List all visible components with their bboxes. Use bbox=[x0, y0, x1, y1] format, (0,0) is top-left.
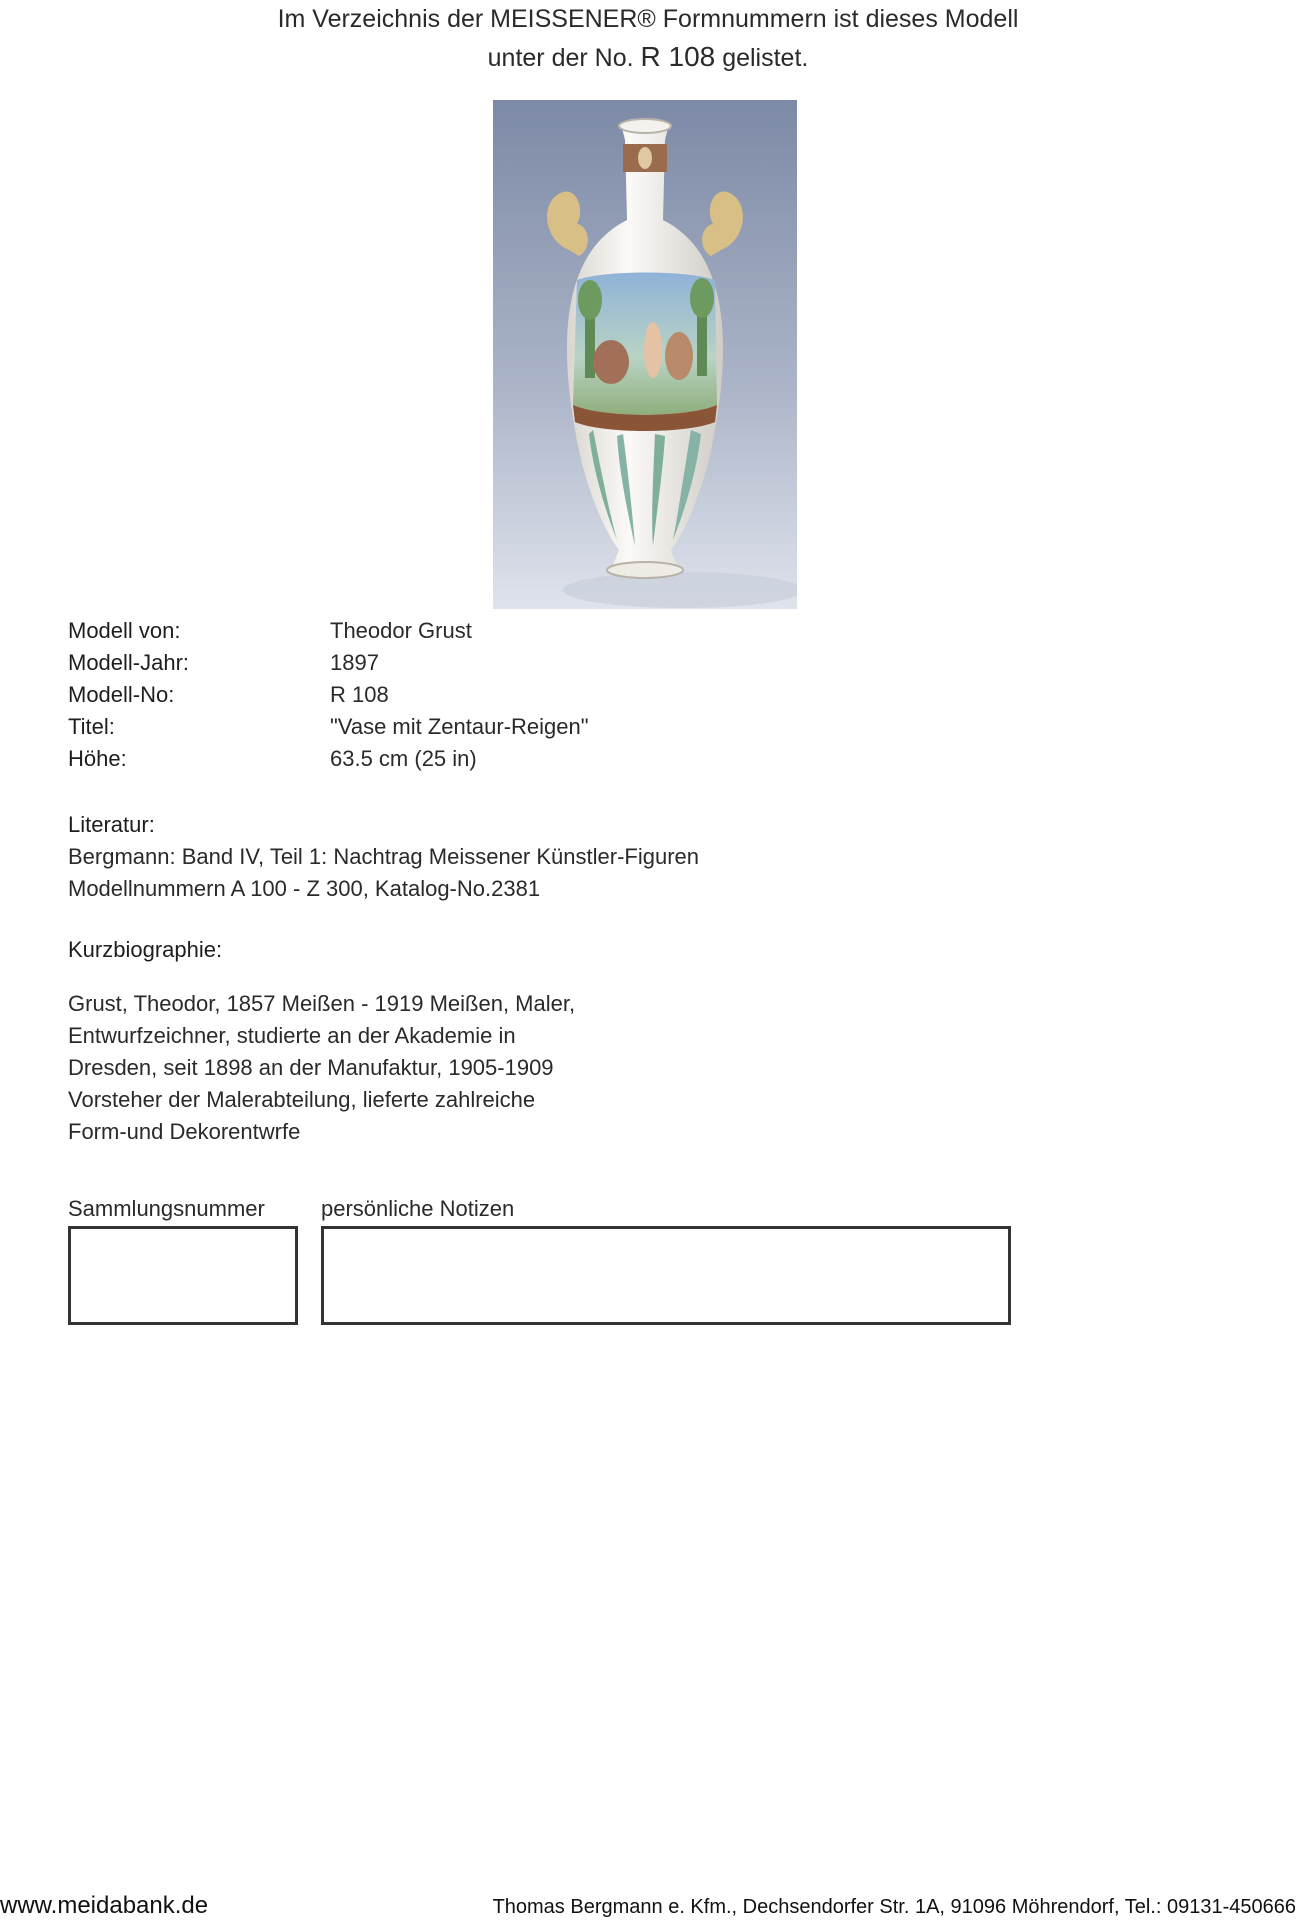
personal-notes-label: persönliche Notizen bbox=[321, 1196, 515, 1221]
personal-notes-field[interactable] bbox=[321, 1226, 1011, 1325]
literature-line: Bergmann: Band IV, Teil 1: Nachtrag Meissener Künstler-Figuren bbox=[68, 844, 699, 869]
header-prefix: unter der No. bbox=[487, 44, 634, 72]
fact-row bbox=[68, 682, 968, 714]
fact-value: "Vase mit Zentaur-Reigen" bbox=[330, 714, 589, 739]
fact-row bbox=[68, 714, 968, 746]
footer-address: Thomas Bergmann e. Kfm., Dechsendorfer Str. 1A, 91096 Möhrendorf, Tel.: 09131-450666 bbox=[492, 1896, 1296, 1918]
biography-title-block bbox=[68, 934, 222, 966]
biography-line: Form-und Dekorentwrfe bbox=[68, 1119, 301, 1144]
literature-section bbox=[68, 809, 699, 905]
biography-title: Kurzbiographie: bbox=[68, 937, 223, 962]
collection-number-field[interactable] bbox=[68, 1226, 298, 1325]
fact-value: Theodor Grust bbox=[330, 618, 472, 643]
footer-website: www.meidabank.de bbox=[0, 1892, 209, 1919]
header-suffix: gelistet. bbox=[722, 44, 809, 72]
biography-line: Grust, Theodor, 1857 Meißen - 1919 Meißen, Maler, bbox=[68, 991, 576, 1016]
biography-line: Vorsteher der Malerabteilung, lieferte zahlreiche bbox=[68, 1087, 536, 1112]
biography-text bbox=[68, 988, 575, 1148]
fact-value: R 108 bbox=[330, 682, 389, 707]
literature-line: Modellnummern A 100 - Z 300, Katalog-No.2381 bbox=[68, 876, 541, 901]
biography-line: Entwurfzeichner, studierte an der Akademie in bbox=[68, 1023, 516, 1048]
biography-line: Dresden, seit 1898 an der Manufaktur, 1905-1909 bbox=[68, 1055, 554, 1080]
header-line-2 bbox=[0, 38, 1296, 77]
header-line-1: Im Verzeichnis der MEISSENER® Formnummern ist dieses Modell bbox=[277, 5, 1019, 33]
fact-label: Modell-Jahr: bbox=[68, 650, 190, 675]
literature-title: Literatur: bbox=[68, 812, 155, 837]
collection-number-label: Sammlungsnummer bbox=[68, 1196, 265, 1221]
fact-label: Titel: bbox=[68, 714, 115, 739]
vase-photo bbox=[493, 100, 797, 609]
fact-value: 1897 bbox=[330, 650, 379, 675]
fact-row bbox=[68, 618, 968, 650]
fact-row bbox=[68, 746, 968, 778]
fact-value: 63.5 cm (25 in) bbox=[330, 746, 477, 771]
header-model-number: R 108 bbox=[640, 41, 716, 72]
fact-label: Höhe: bbox=[68, 746, 127, 771]
fact-row bbox=[68, 650, 968, 682]
fact-label: Modell-No: bbox=[68, 682, 175, 707]
fact-label: Modell von: bbox=[68, 618, 181, 643]
